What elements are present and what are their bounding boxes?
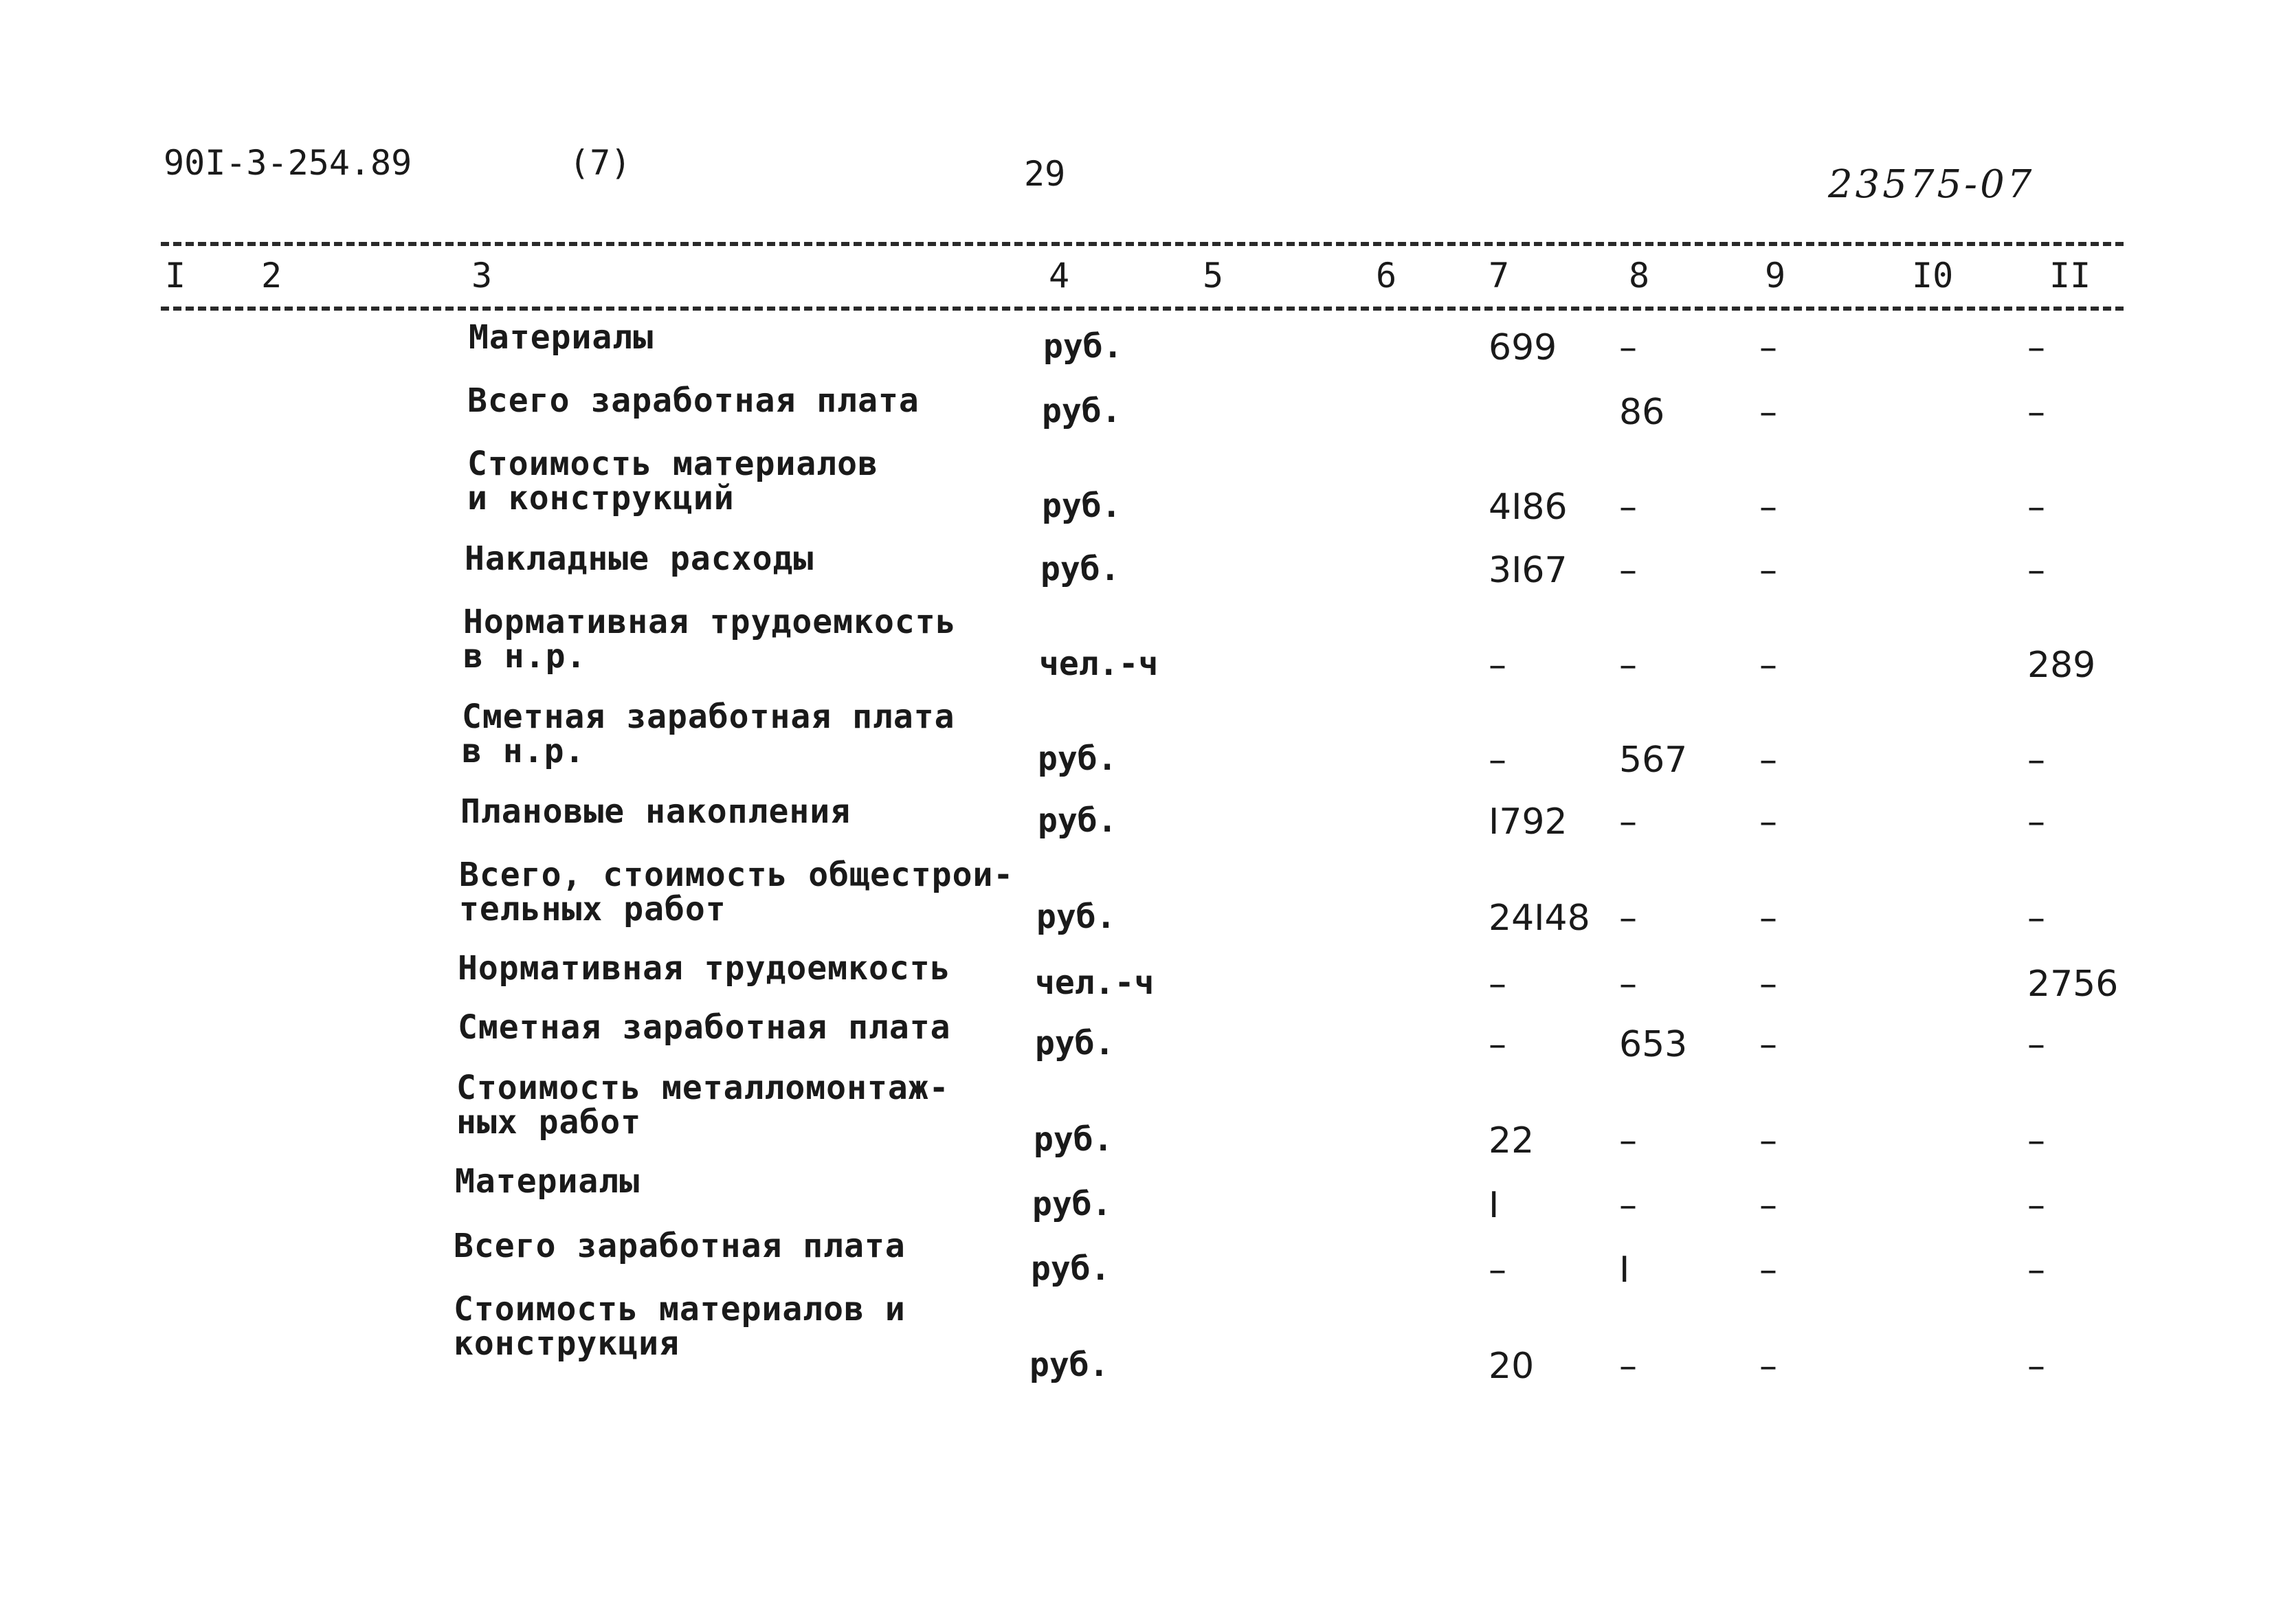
- table-header-rule: [161, 307, 2124, 311]
- col9-value: –: [1759, 1346, 1777, 1387]
- col8-value: –: [1619, 645, 1637, 686]
- row-unit: руб.: [1042, 392, 1122, 430]
- row-unit: руб.: [1038, 739, 1117, 778]
- col9-value: –: [1759, 1185, 1777, 1226]
- col9-value: –: [1759, 898, 1777, 939]
- col9-value: –: [1759, 1120, 1777, 1161]
- page-number: 29: [1024, 154, 1066, 194]
- row-description: Стоимость материалов и конструкций: [467, 445, 878, 518]
- row-unit: руб.: [1034, 1120, 1113, 1159]
- column-number: 7: [1489, 256, 1510, 296]
- col7-value: 699: [1489, 327, 1557, 368]
- column-number: I0: [1912, 256, 1954, 296]
- col11-value: –: [2027, 392, 2045, 433]
- col7-value: –: [1489, 1024, 1506, 1065]
- col7-value: I792: [1489, 801, 1568, 843]
- col9-value: –: [1759, 739, 1777, 781]
- row-unit: руб.: [1038, 801, 1117, 840]
- col9-value: –: [1759, 645, 1777, 686]
- col11-value: –: [2027, 898, 2045, 939]
- col7-value: I: [1489, 1185, 1500, 1226]
- col8-value: –: [1619, 1346, 1637, 1387]
- col9-value: –: [1759, 1024, 1777, 1065]
- col9-value: –: [1759, 964, 1777, 1005]
- row-description: Всего, стоимость общестрои- тельных работ: [459, 856, 1014, 928]
- col8-value: –: [1619, 898, 1637, 939]
- row-unit: руб.: [1029, 1346, 1109, 1384]
- row-unit: руб.: [1043, 327, 1123, 366]
- row-unit: руб.: [1032, 1185, 1112, 1223]
- col11-value: –: [2027, 327, 2045, 368]
- column-number: 2: [261, 256, 282, 296]
- col7-value: –: [1489, 645, 1506, 686]
- row-unit: руб.: [1040, 550, 1120, 588]
- col8-value: –: [1619, 801, 1637, 843]
- col8-value: I: [1619, 1249, 1630, 1291]
- row-description: Сметная заработная плата: [458, 1008, 951, 1047]
- row-unit: руб.: [1035, 1024, 1115, 1063]
- column-number: 9: [1765, 256, 1786, 296]
- row-unit: чел.-ч: [1039, 645, 1159, 683]
- col11-value: –: [2027, 801, 2045, 843]
- col9-value: –: [1759, 327, 1777, 368]
- row-unit: руб.: [1042, 487, 1122, 525]
- col11-value: –: [2027, 1346, 2045, 1387]
- column-number: 3: [471, 256, 493, 296]
- row-description: Нормативная трудоемкость в н.р.: [463, 603, 957, 676]
- col8-value: –: [1619, 550, 1637, 591]
- col8-value: –: [1619, 964, 1637, 1005]
- document-code: 90I-3-254.89: [164, 143, 412, 183]
- col7-value: 24I48: [1489, 898, 1590, 939]
- row-description: Сметная заработная плата в н.р.: [462, 698, 955, 770]
- row-unit: руб.: [1031, 1249, 1111, 1288]
- sheet-mark: (7): [569, 143, 632, 183]
- col8-value: 86: [1619, 392, 1665, 433]
- col9-value: –: [1759, 801, 1777, 843]
- col11-value: –: [2027, 739, 2045, 781]
- col11-value: –: [2027, 1185, 2045, 1226]
- row-description: Материалы: [455, 1162, 641, 1201]
- col7-value: 4I86: [1489, 487, 1568, 528]
- col11-value: 2756: [2027, 964, 2119, 1005]
- column-number: 8: [1629, 256, 1650, 296]
- col7-value: 22: [1489, 1120, 1535, 1161]
- col8-value: 653: [1619, 1024, 1688, 1065]
- row-description: Стоимость металломонтаж- ных работ: [456, 1069, 950, 1142]
- row-description: Всего заработная плата: [467, 381, 920, 420]
- col8-value: –: [1619, 1120, 1637, 1161]
- col9-value: –: [1759, 1249, 1777, 1291]
- col11-value: 289: [2027, 645, 2096, 686]
- col11-value: –: [2027, 1249, 2045, 1291]
- col11-value: –: [2027, 487, 2045, 528]
- col7-value: –: [1489, 964, 1506, 1005]
- column-number: 5: [1203, 256, 1224, 296]
- table-top-rule: [161, 242, 2124, 246]
- row-description: Накладные расходы: [465, 540, 814, 578]
- column-number: 4: [1049, 256, 1070, 296]
- row-description: Всего заработная плата: [454, 1227, 906, 1265]
- row-description: Материалы: [469, 318, 654, 357]
- col9-value: –: [1759, 392, 1777, 433]
- col8-value: –: [1619, 327, 1637, 368]
- col7-value: –: [1489, 1249, 1506, 1291]
- col11-value: –: [2027, 550, 2045, 591]
- col7-value: –: [1489, 739, 1506, 781]
- row-unit: чел.-ч: [1035, 964, 1155, 1002]
- row-description: Плановые накопления: [460, 792, 851, 831]
- row-description: Нормативная трудоемкость: [458, 949, 951, 988]
- col7-value: 3I67: [1489, 550, 1568, 591]
- column-number: 6: [1376, 256, 1397, 296]
- column-number: I: [165, 256, 186, 296]
- column-number: II: [2049, 256, 2091, 296]
- col11-value: –: [2027, 1120, 2045, 1161]
- col8-value: –: [1619, 1185, 1637, 1226]
- row-unit: руб.: [1036, 898, 1116, 936]
- col11-value: –: [2027, 1024, 2045, 1065]
- col9-value: –: [1759, 487, 1777, 528]
- archive-number: 23575-07: [1828, 162, 2035, 207]
- col9-value: –: [1759, 550, 1777, 591]
- col7-value: 20: [1489, 1346, 1535, 1387]
- row-description: Стоимость материалов и конструкция: [454, 1290, 906, 1363]
- col8-value: –: [1619, 487, 1637, 528]
- col8-value: 567: [1619, 739, 1688, 781]
